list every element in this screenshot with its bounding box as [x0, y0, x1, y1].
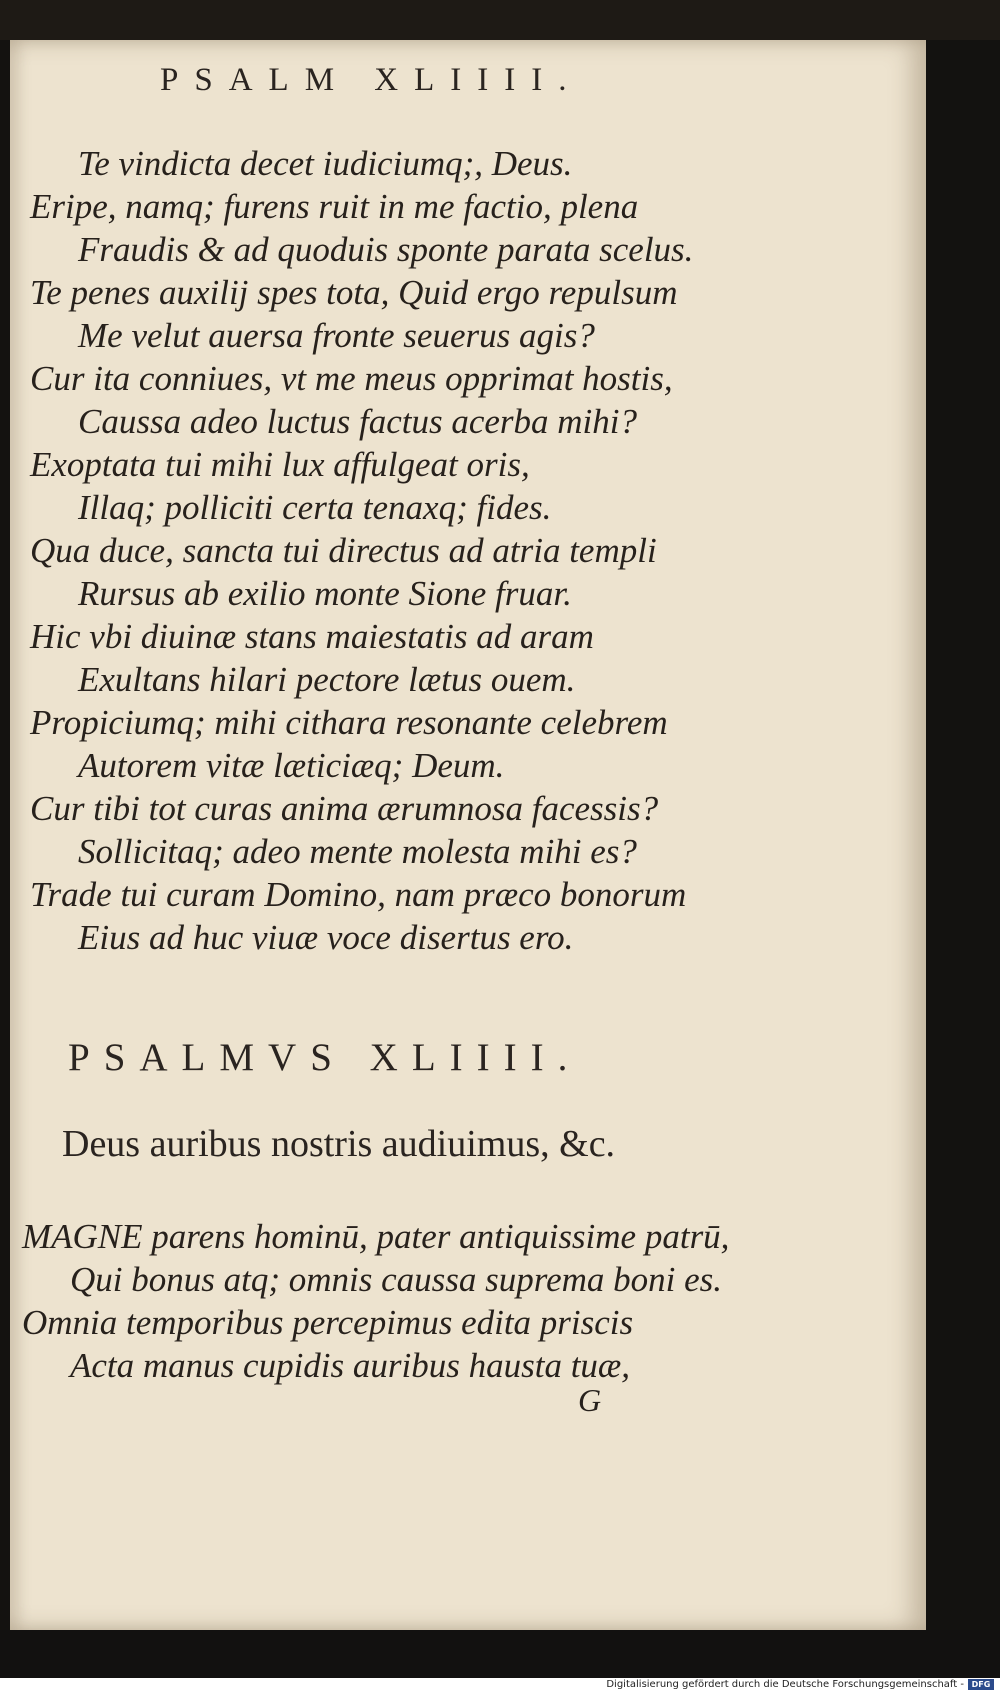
scan-bottom-border	[0, 1630, 1000, 1678]
digitization-credit: Digitalisierung gefördert durch die Deutsche Forschungsgemeinschaft -	[606, 1679, 964, 1690]
verse-line: Te penes auxilij spes tota, Quid ergo repulsum	[30, 273, 678, 312]
psalm-incipit: Deus auribus nostris audiuimus, &c.	[62, 1123, 616, 1165]
verse-line: Propiciumq; mihi cithara resonante celebrem	[30, 703, 668, 742]
verse-line: Rursus ab exilio monte Sione fruar.	[78, 574, 572, 613]
verse-line: Eius ad huc viuæ voce disertus ero.	[78, 918, 574, 957]
verse-line: Sollicitaq; adeo mente molesta mihi es?	[78, 832, 637, 871]
verse-line: Omnia temporibus percepimus edita priscis	[22, 1303, 634, 1342]
verse-line: Cur ita conniues, vt me meus opprimat hostis,	[30, 359, 673, 398]
verse-line: Me velut auersa fronte seuerus agis?	[78, 316, 595, 355]
running-header: PSALM XLIIII.	[160, 62, 583, 98]
verse-line: Exultans hilari pectore lætus ouem.	[78, 660, 576, 699]
verse-line: Illaq; polliciti certa tenaxq; fides.	[78, 488, 552, 527]
scan-right-border	[926, 40, 1000, 1630]
verse-line: Fraudis & ad quoduis sponte parata scelus.	[78, 230, 694, 269]
dfg-logo: DFG	[968, 1679, 994, 1690]
verse-line: Hic vbi diuinæ stans maiestatis ad aram	[30, 617, 594, 656]
signature-mark: G	[578, 1382, 602, 1418]
scan-top-border	[0, 0, 1000, 40]
verse-line: Eripe, namq; furens ruit in me factio, plena	[30, 187, 639, 226]
verse-line: Acta manus cupidis auribus hausta tuæ,	[70, 1346, 631, 1385]
verse-line: Caussa adeo luctus factus acerba mihi?	[78, 402, 637, 441]
verse-block-bottom	[22, 1215, 729, 1387]
verse-line: Exoptata tui mihi lux affulgeat oris,	[30, 445, 530, 484]
verse-line: Qua duce, sancta tui directus ad atria templi	[30, 531, 657, 570]
verse-line: Trade tui curam Domino, nam præco bonorum	[30, 875, 687, 914]
verse-line: Autorem vitæ læticiæq; Deum.	[78, 746, 505, 785]
verse-block-top	[30, 142, 693, 959]
psalm-title: PSALMVS XLIIII.	[68, 1036, 582, 1079]
verse-line: Te vindicta decet iudiciumq;, Deus.	[78, 144, 573, 183]
verse-line: Qui bonus atq; omnis caussa suprema boni es.	[70, 1260, 723, 1299]
verse-line: Cur tibi tot curas anima ærumnosa facessis?	[30, 789, 659, 828]
verse-line: MAGNE parens hominū, pater antiquissime patrū,	[22, 1217, 730, 1256]
